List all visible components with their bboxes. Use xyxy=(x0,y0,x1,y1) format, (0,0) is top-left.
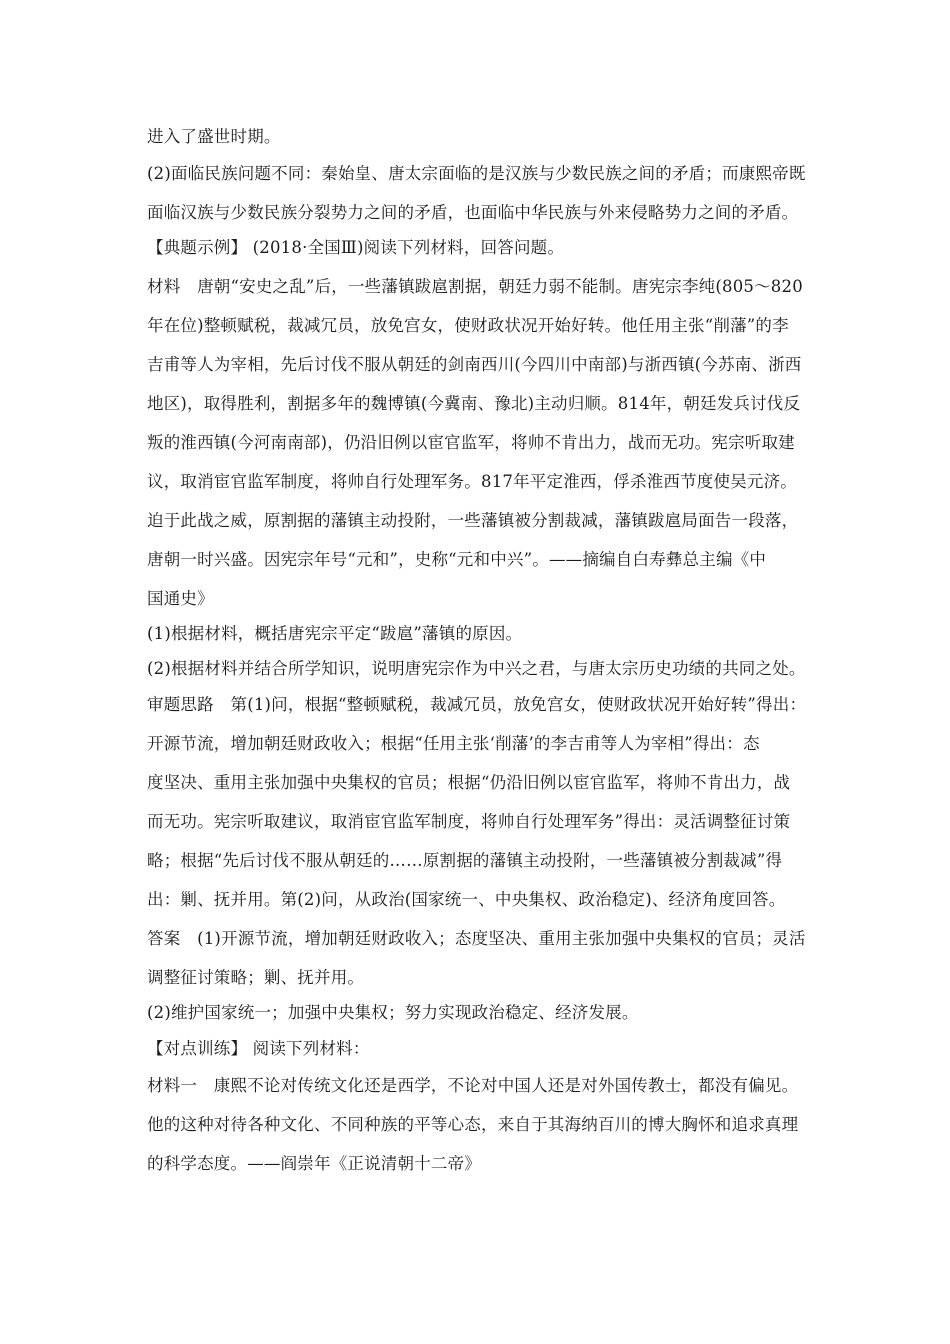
example-heading: 【典题示例】 (2018·全国Ⅲ)阅读下列材料，回答问题。 xyxy=(147,238,565,257)
text-line: 议，取消宦官监军制度，将帅自行处理军务。817年平定淮西，俘杀淮西节度使吴元济。 xyxy=(147,472,797,491)
text-line: 迫于此战之威，原割据的藩镇主动投附，一些藩镇被分割裁减，藩镇跋扈局面告一段落， xyxy=(147,511,799,530)
text-line: 调整征讨策略；剿、抚并用。 xyxy=(147,968,365,987)
text-line: 进入了盛世时期。 xyxy=(147,127,281,146)
question-1: (1)根据材料，概括唐宪宗平定“跋扈”藩镇的原因。 xyxy=(147,624,523,643)
text-line: (2)面临民族问题不同：秦始皇、唐太宗面临的是汉族与少数民族之间的矛盾；而康熙帝既 xyxy=(147,164,806,183)
text-line: 吉甫等人为宰相，先后讨伐不服从朝廷的剑南西川(今四川中南部)与浙西镇(今苏南、浙西 xyxy=(147,355,802,374)
text-line: 叛的淮西镇(今河南南部)，仍沿旧例以宦官监军，将帅不肯出力，战而无功。宪宗听取建 xyxy=(147,433,795,452)
question-2: (2)根据材料并结合所学知识，说明唐宪宗作为中兴之君，与唐太宗历史功绩的共同之处。 xyxy=(147,659,806,678)
text-line: 的科学态度。——阎崇年《正说清朝十二帝》 xyxy=(147,1154,481,1173)
text-line: 开源节流，增加朝廷财政收入；根据“任用主张‘削藩’的李吉甫等人为宰相”得出：态 xyxy=(147,734,760,753)
text-line: 唐朝一时兴盛。因宪宗年号“元和”，史称“元和中兴”。——摘编自白寿彝总主编《中 xyxy=(147,550,767,569)
text-line: 材料一 康熙不论对传统文化还是西学，不论对中国人还是对外国传教士，都没有偏见。 xyxy=(147,1076,799,1095)
answer-line: 答案 (1)开源节流，增加朝廷财政收入；态度坚决、重用主张加强中央集权的官员；灵活 xyxy=(147,929,806,948)
text-line: 面临汉族与少数民族分裂势力之间的矛盾，也面临中华民族与外来侵略势力之间的矛盾。 xyxy=(147,203,799,222)
text-line: 度坚决、重用主张加强中央集权的官员；根据“仍沿旧例以宦官监军，将帅不肯出力，战 xyxy=(147,773,791,792)
text-line: 国通史》 xyxy=(147,589,214,608)
text-line: 地区)，取得胜利，割据多年的魏博镇(今冀南、豫北)主动归顺。814年，朝廷发兵讨伐反 xyxy=(147,394,801,413)
text-line: 年在位)整顿赋税，裁减冗员，放免宫女，使财政状况开始好转。他任用主张“削藩”的李 xyxy=(147,316,789,335)
text-line: 出：剿、抚并用。第(2)问，从政治(国家统一、中央集权、政治稳定)、经济角度回答。 xyxy=(147,890,786,909)
text-line: 略；根据“先后讨伐不服从朝廷的……原割据的藩镇主动投附，一些藩镇被分割裁减”得 xyxy=(147,851,783,870)
text-line: 材料 唐朝“安史之乱”后，一些藩镇跋扈割据，朝廷力弱不能制。唐宪宗李纯(805～820 xyxy=(147,277,803,296)
text-line: 审题思路 第(1)问，根据“整顿赋税，裁减冗员，放免宫女，使财政状况开始好转”得出： xyxy=(147,695,807,714)
text-line: 而无功。宪宗听取建议，取消宦官监军制度，将帅自行处理军务”得出：灵活调整征讨策 xyxy=(147,812,791,831)
text-line: (2)维护国家统一；加强中央集权；努力实现政治稳定、经济发展。 xyxy=(147,1003,639,1022)
text-line: 他的这种对待各种文化、不同种族的平等心态，来自于其海纳百川的博大胸怀和追求真理 xyxy=(147,1115,799,1134)
practice-heading: 【对点训练】 阅读下列材料： xyxy=(147,1039,370,1058)
